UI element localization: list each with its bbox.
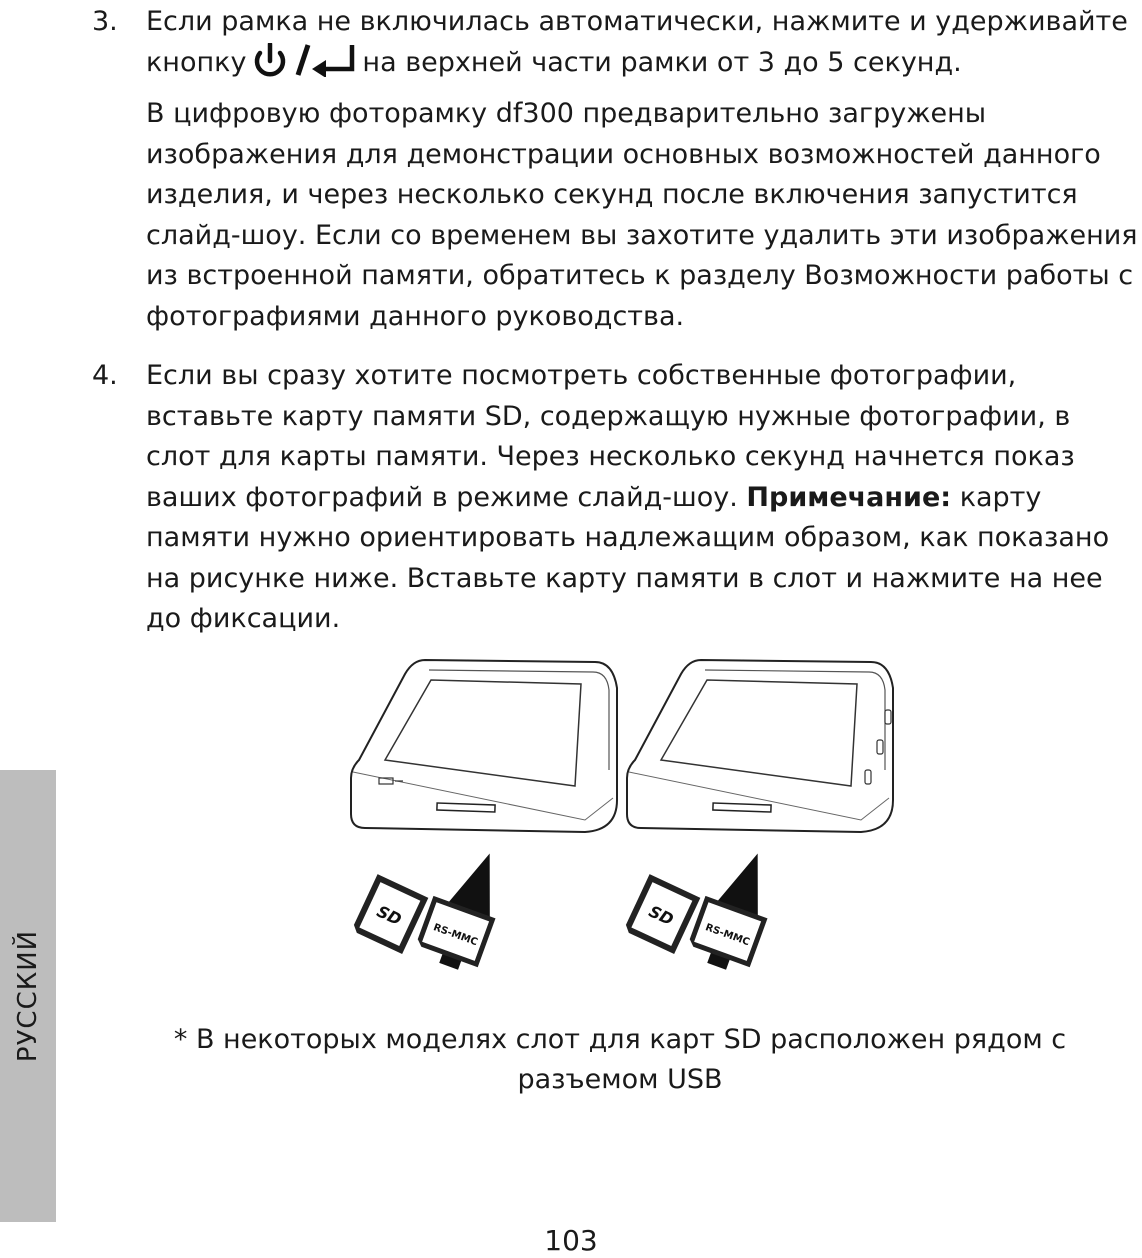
step-4-paragraph: [146, 356, 1142, 640]
footnote-line-1: * В некоторых моделях слот для карт SD расположен рядом с: [173, 1024, 1067, 1055]
step-number: 3.: [92, 6, 118, 37]
language-label: РУССКИЙ: [13, 929, 43, 1063]
footnote: [150, 1020, 1090, 1100]
power-enter-icon: [250, 43, 358, 90]
footnote-line-2: разъемом USB: [517, 1064, 723, 1095]
photo-frame-left: [351, 660, 617, 832]
step-4: [92, 356, 1142, 640]
step-4-text-end: карту памяти нужно ориентировать надлежащим образом, как показано на рисунке ниже. Вставьте карту памяти в слот и нажмите на нее до фиксации.: [146, 481, 1110, 634]
sd-card-insertion-illustration: SD: [345, 650, 905, 984]
page-number: 103: [544, 1224, 598, 1257]
step-3-line-2-start: кнопку: [146, 46, 247, 78]
step-number: 4.: [92, 360, 118, 391]
step-3-line-1: Если рамка не включилась автоматически, нажмите и удерживайте: [146, 6, 1128, 37]
photo-frame-right: [627, 660, 893, 832]
note-label: Примечание:: [746, 481, 952, 513]
step-4-text-start: Если вы сразу хотите посмотреть собственные фотографии, вставьте карту памяти SD, содержащую нужные фотографии, в слот для карты памяти. Через несколько секунд начнется показ ваших фотографий в режиме слайд-шоу.: [146, 360, 1075, 513]
step-3-line-2-end: на верхней части рамки от 3 до 5 секунд.: [362, 46, 962, 78]
step-3: [92, 2, 1142, 337]
step-3-paragraph-1: [146, 2, 1142, 89]
step-3-paragraph-2: В цифровую фоторамку df300 предварительно загружены изображения для демонстрации основных возможностей данного изделия, и через несколько секунд после включения запустится слайд-шоу. Если со временем вы захотите удалить эти изображения из встроенной памяти, обратитесь к разделу Возможности работы с фотографиями данного руководства.: [146, 98, 1138, 332]
